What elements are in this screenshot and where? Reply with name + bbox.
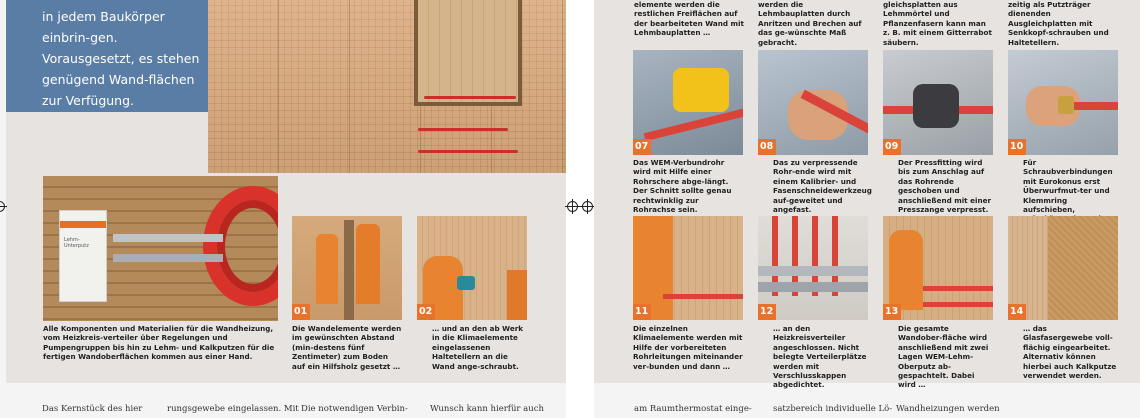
intro-text: in jedem Baukörper einbrin-gen. Vorausgesetzt, es stehen genügend Wand-flächen zur Verfügung.: [42, 9, 200, 108]
body-col-3: Die notwendigen Verbin-: [301, 404, 408, 414]
clay-plaster-bucket: [59, 210, 107, 302]
left-page: [0, 0, 566, 418]
manifold: [113, 234, 223, 242]
registration-mark-icon: [582, 201, 593, 212]
step-caption-02: … und an den ab Werk in die Klimaelemente eingelassenen Haltetellern an die Wand ange-schraubt.: [432, 324, 524, 371]
body-col-2: satzbereich individuelle Lö-: [773, 404, 893, 414]
body-col-4: Wunsch kann hierfür auch: [430, 404, 544, 414]
step-number-14: 14: [1008, 304, 1026, 320]
step-photo-13: [883, 216, 993, 320]
step-photo-01: [292, 216, 402, 320]
top-caption-3: gleichsplatten aus Lehmmörtel und Pflanzenfasern kann man z. B. mit einem Gitterrabot säubern.: [883, 0, 992, 47]
step-number-02: 02: [417, 304, 435, 320]
step-photo-02: [417, 216, 527, 320]
step-number-01: 01: [292, 304, 310, 320]
right-page: [594, 0, 1140, 418]
step-number-13: 13: [883, 304, 901, 320]
body-col-3: Wandheizungen werden: [896, 404, 1000, 414]
step-number-08: 08: [758, 139, 776, 155]
components-photo: [43, 176, 278, 321]
step-caption-12: … an den Heizkreisverteiler angeschlossen. Nicht belegte Verteilerplätze werden mit Verschlusskappen abgedichtet.: [773, 324, 867, 390]
step-number-11: 11: [633, 304, 651, 320]
step-photo-11: [633, 216, 743, 320]
step-caption-11: Die einzelnen Klimaelemente werden mit Hilfe der vorbereiteten Rohrleitungen miteinander ver-bunden und dann …: [633, 324, 743, 371]
intro-box: [6, 0, 208, 112]
top-caption-4: zeitig als Putzträger dienenden Ausgleichplatten mit Senkkopf-schrauben und Haltetellern.: [1008, 0, 1109, 47]
step-caption-07: Das WEM-Verbundrohr wird mit Hilfe einer Rohrschere abge-längt. Der Schnitt sollte genau rechtwinklig zur Rohrachse sein.: [633, 158, 732, 215]
page-gutter: [566, 0, 594, 418]
step-number-07: 07: [633, 139, 651, 155]
body-col-1: am Raumthermostat einge-: [634, 404, 752, 414]
step-number-10: 10: [1008, 139, 1026, 155]
step-caption-14: … das Glasfasergewebe voll-flächig eingearbeitet. Alternativ können hierbei auch Kalkputze verwendet werden.: [1023, 324, 1117, 381]
step-photo-12: [758, 216, 868, 320]
step-caption-13: Die gesamte Wandober-fläche wird anschließend mit zwei Lagen WEM-Lehm-Oberputz ab-gespachtelt. Dabei wird …: [898, 324, 989, 390]
step-photo-08: [758, 50, 868, 155]
bucket-label: Lehm-Unterputz: [64, 237, 89, 249]
wall-frame: [414, 0, 522, 106]
step-number-09: 09: [883, 139, 901, 155]
step-number-12: 12: [758, 304, 776, 320]
body-col-1: Das Kernstück des hier: [42, 404, 143, 414]
step-caption-10: Für Schraubverbindungen mit Eurokonus erst Überwurfmut-ter und Klemmring aufschieben,: [1023, 158, 1113, 215]
step-caption-09: Der Pressfitting wird bis zum Anschlag auf das Rohrende geschoben und anschließend mit einer Presszange verpresst.: [898, 158, 991, 215]
body-col-2: rungsgewebe eingelassen. Mit: [167, 404, 299, 414]
top-caption-2: werden die Lehmbauplatten durch Anritzen und Brechen auf das ge-wünschte Maß gebracht.: [758, 0, 862, 47]
step-caption-08: Das zu verpressende Rohr-ende wird mit einem Kalibrier- und Fasenschneidewerkzeug auf-geweitet und angefast.: [773, 158, 872, 215]
step-photo-10: [1008, 50, 1118, 155]
top-caption-1: elemente werden die restlichen Freiflächen auf der bearbeiteten Wand mit Lehmbauplatten …: [634, 0, 744, 38]
components-caption: Alle Komponenten und Materialien für die Wandheizung, vom Heizkreis-verteiler über Regelungen und Pumpengruppen bis hin zu Lehm- und Kalkputzen für die fertigen Wandoberflächen kommen aus einer Hand.: [43, 324, 275, 362]
pipe-coil: [203, 186, 278, 306]
step-photo-07: [633, 50, 743, 155]
step-caption-01: Die Wandelemente werden im gewünschten Abstand (min-destens fünf Zentimeter) zum Boden auf ein Hilfsholz gesetzt …: [292, 324, 402, 371]
step-photo-14: [1008, 216, 1118, 320]
step-photo-09: [883, 50, 993, 155]
manifold-lower: [113, 254, 223, 262]
registration-mark-icon: [567, 201, 578, 212]
